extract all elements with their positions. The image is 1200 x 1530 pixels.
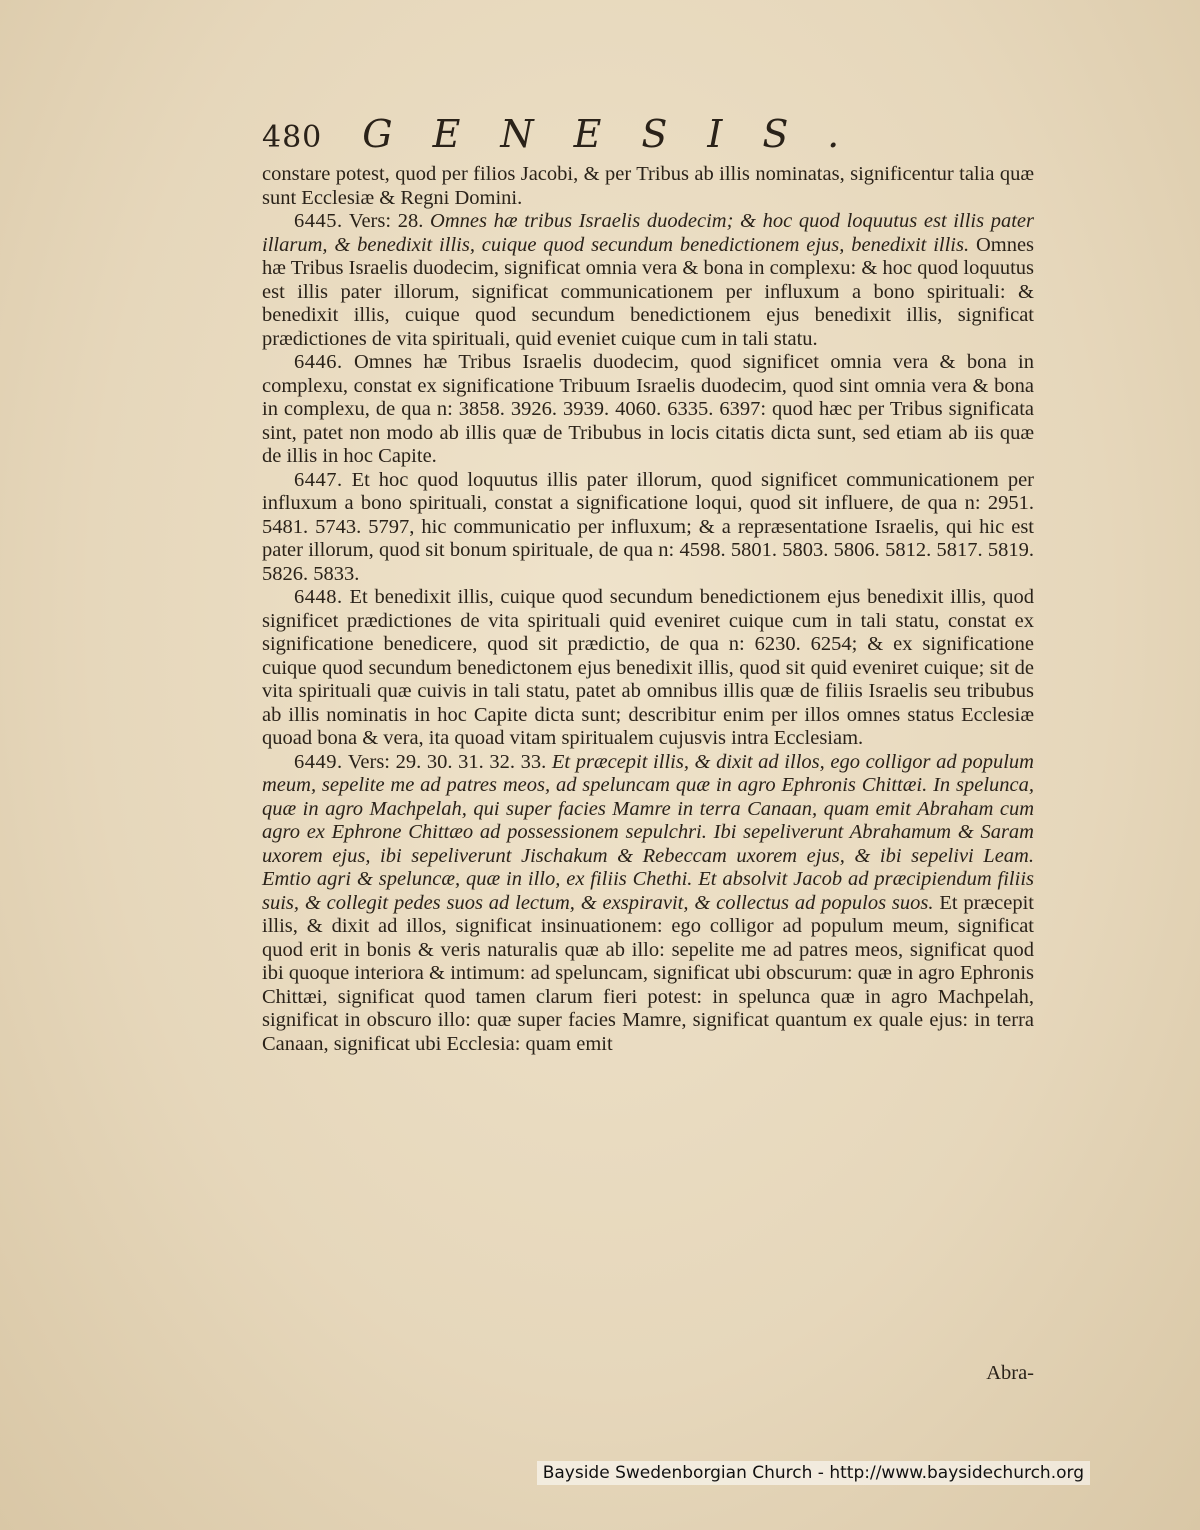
page-header <box>262 112 1032 160</box>
paragraph-body: Omnes hæ Tribus Israelis duodecim, quod significet omnia vera & bona in complexu, constat ex significatione Tribuum Israelis duodecim, quod sint omnia vera & bona in complexu, de qua n: 3858. 3926. 3939. 4060. 6335. 6397: quod hæc per Tribus significata sint, patet non modo ab illis quæ de Tribubus in locis citatis dicta sunt, sed etiam ab iis quæ de illis in hoc Capite. <box>262 351 1034 467</box>
paragraph-6448 <box>262 586 1034 751</box>
paragraph-number: 6448. <box>294 586 343 608</box>
verse-reference: Vers: 28. <box>348 210 424 232</box>
text-block <box>262 163 1034 1056</box>
paragraph-number: 6446. <box>294 351 343 373</box>
paragraph-6447 <box>262 469 1034 587</box>
paragraph-number: 6447. <box>294 468 343 491</box>
paragraph-body: Omnes hæ Tribus Israelis duodecim, significat omnia vera & bona in complexu: & hoc quod loquutus est illis pater illorum, significat communicationem per influxum a bono spirituali: & benedixit illis, cuique quod secundum benedictionem ejus benedixit illis, significat prædictiones de vita spirituali, quid eveniet cuique cum in tali statu. <box>262 233 1035 350</box>
paragraph-number: 6449. <box>294 750 343 773</box>
scripture-quote: Omnes hæ tribus Israelis duodecim; & hoc quod loquutus est illis pater illarum, & benedixit illis, cuique quod secundum benedictionem ejus, benedixit illis. <box>262 210 1034 256</box>
catchword: Abra- <box>986 1362 1034 1384</box>
paragraph-6445 <box>262 210 1034 351</box>
paragraph-body: Et benedixit illis, cuique quod secundum benedictionem ejus benedixit illis, quod significet prædictiones de vita spirituali quid eveniret cuique cum in tali statu, constat ex significatione benedicere, quod sit prædictio, de qua n: 6230. 6254; & ex significatione cuique quod secundum benedictonem ejus benedixit illis, quod sit quid eveniret cuique; sit de vita spirituali quæ cuivis in tali statu, patet ab omnibus illis quæ de filiis Israelis seu tribubus ab illis nominatis in hoc Capite dicta sunt; describitur enim per illos omnes status Ecclesiæ quoad bona & vera, ita quoad vitam spiritualem cujusvis intra Ecclesiam. <box>262 586 1034 749</box>
paragraph-number: 6445. <box>294 210 343 232</box>
scripture-quote: Et præcepit illis, & dixit ad illos, ego colligor ad populum meum, sepelite me ad patres meos, ad speluncam quæ in agro Ephronis Chittæi. In spelunca, quæ in agro Machpelah, qui super facies Mamre in terra Canaan, quam emit Abraham cum agro ex Ephrone Chittæo ad possessionem sepulchri. Ibi sepeliverunt Abrahamum & Saram uxorem ejus, ibi sepeliverunt Jischakum & Rebeccam uxorem ejus, & ibi sepelivi Leam. Emtio agri & speluncæ, quæ in illo, ex filiis Chethi. Et absolvit Jacob ad præcipiendum filiis suis, & collegit pedes suos ad lectum, & exspiravit, & collectus ad populos suos. <box>262 750 1034 914</box>
paragraph-body: Et præcepit illis, & dixit ad illos, significat insinuationem: ego colligor ad populum meum, significat quod erit in bonis & veris naturalis quæ ab illo: sepelite me ad patres meos, significat quod ibi quoque interiora & intimum: ad speluncam, significat ubi obscurum: quæ in agro Ephronis Chittæi, significat quod tamen clarum fieri potest: in spelunca quæ in agro Machpelah, significat in obscuro illo: quæ super facies Mamre, significat quantum ex quale ejus: in terra Canaan, significat ubi Ecclesia: quam emit <box>262 891 1034 1055</box>
paragraph-body: Et hoc quod loquutus illis pater illorum, quod significet communicationem per influxum a bono spirituali, constat a significatione loqui, quod sit influere, de qua n: 2951. 5481. 5743. 5797, hic communicatio per influxum; & a repræsentatione Israelis, qui hic est pater illorum, quod sit bonum spirituale, de qua n: 4598. 5801. 5803. 5806. 5812. 5817. 5819. 5826. 5833. <box>262 468 1035 585</box>
paragraph-6446 <box>262 351 1034 469</box>
continuation-text: constare potest, quod per filios Jacobi, & per Tribus ab illis nominatas, significentur talia quæ sunt Ecclesiæ & Regni Domini. <box>262 163 1034 209</box>
page-number: 480 <box>262 120 323 155</box>
verse-reference: Vers: 29. 30. 31. 32. 33. <box>347 750 547 773</box>
running-title: GENESIS. <box>362 112 880 156</box>
source-footer: Bayside Swedenborgian Church - http://www.baysidechurch.org <box>537 1461 1090 1485</box>
paragraph-6449 <box>262 751 1034 1057</box>
